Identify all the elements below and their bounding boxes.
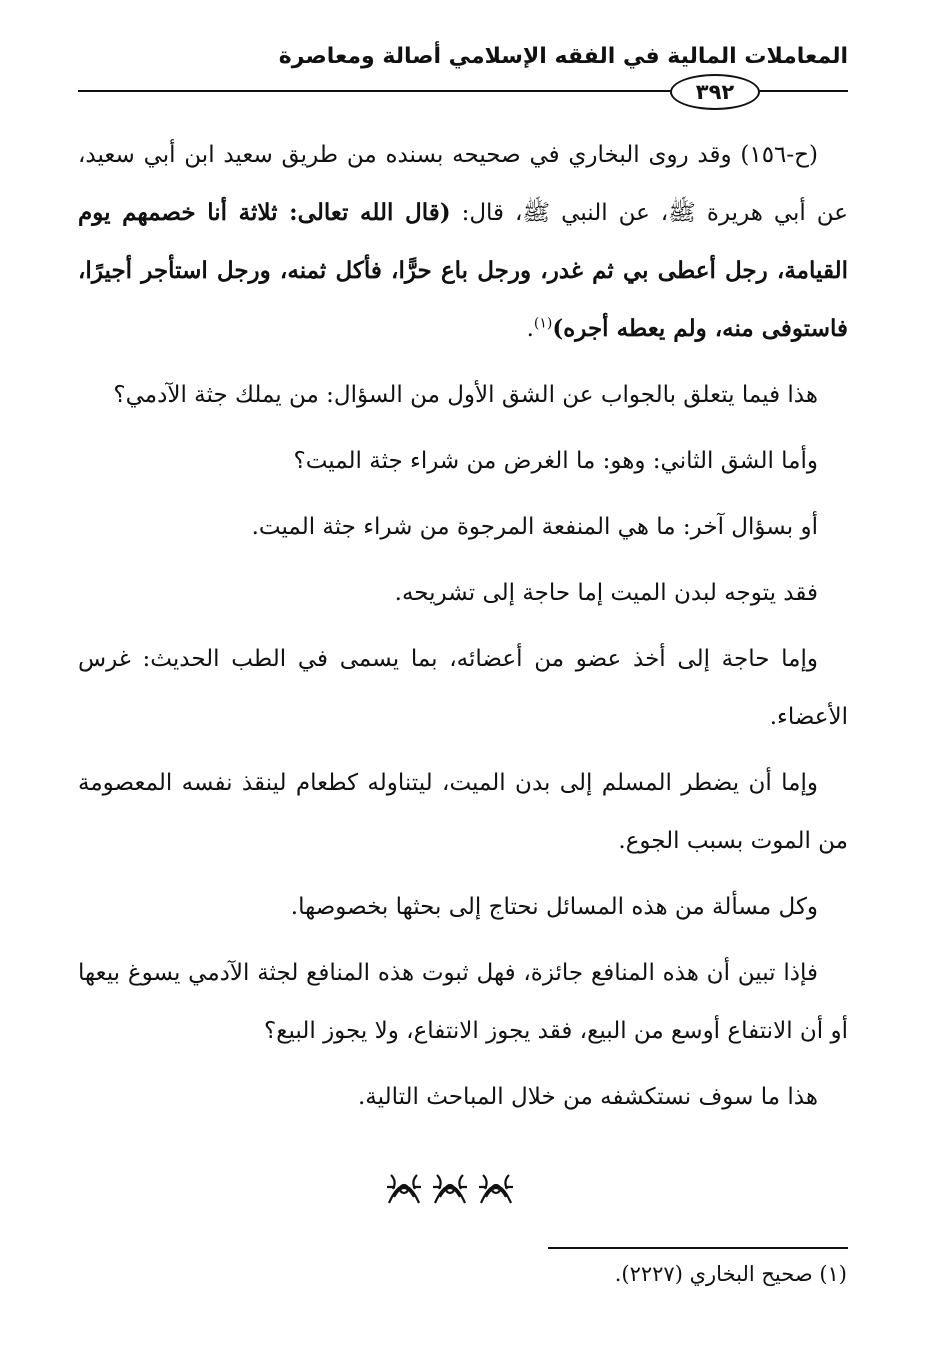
page-header (78, 44, 848, 104)
footnote-separator (548, 1247, 848, 1249)
paragraph: وإما حاجة إلى أخذ عضو من أعضائه، بما يسمى في الطب الحديث: غرس الأعضاء. (78, 646, 848, 730)
hadith-quote: (قال الله تعالى: ثلاثة أنا خصمهم يوم القيامة، رجل أعطى بي ثم غدر، ورجل باع حرًّا، فأكل ثمنه، ورجل استأجر أجيرًا، فاستوفى منه، ولم يعطه أجره) (78, 199, 848, 342)
paragraph: أو بسؤال آخر: ما هي المنفعة المرجوة من شراء جثة الميت. (251, 514, 818, 540)
paragraph: وأما الشق الثاني: وهو: ما الغرض من شراء جثة الميت؟ (293, 448, 818, 474)
floral-divider-icon (385, 1167, 423, 1207)
paragraph-hadith (78, 126, 848, 358)
paragraph: هذا فيما يتعلق بالجواب عن الشق الأول من السؤال: من يملك جثة الآدمي؟ (113, 382, 818, 408)
hadith-intro: (ح-١٥٦) وقد روى البخاري في صحيحه بسنده من طريق سعيد ابن أبي سعيد، عن أبي هريرة ﷺ، عن النبي ﷺ، قال: (78, 142, 848, 226)
page-number: ٣٩٢ (670, 74, 760, 110)
main-text (78, 126, 848, 1134)
paragraph: هذا ما سوف نستكشفه من خلال المباحث التالية. (358, 1084, 818, 1110)
paragraph: وكل مسألة من هذه المسائل نحتاج إلى بحثها بخصوصها. (290, 894, 818, 920)
floral-divider-icon (477, 1167, 515, 1207)
running-title: المعاملات المالية في الفقه الإسلامي أصالة ومعاصرة (278, 44, 848, 69)
paragraph: فقد يتوجه لبدن الميت إما حاجة إلى تشريحه. (394, 580, 818, 606)
floral-divider-icon (431, 1167, 469, 1207)
hadith-end: . (526, 316, 534, 342)
footnote: (١) صحيح البخاري (٢٢٢٧). (614, 1262, 847, 1286)
paragraph: وإما أن يضطر المسلم إلى بدن الميت، ليتناوله كطعام لينقذ نفسه المعصومة من الموت بسبب الجوع. (78, 770, 848, 854)
paragraph: فإذا تبين أن هذه المنافع جائزة، فهل ثبوت هذه المنافع لجثة الآدمي يسوغ بيعها أو أن الانتفاع أوسع من البيع، فقد يجوز الانتفاع، ولا يجوز البيع؟ (78, 960, 848, 1044)
section-end-ornament (380, 1162, 520, 1212)
footnote-reference: (١) (533, 315, 553, 332)
